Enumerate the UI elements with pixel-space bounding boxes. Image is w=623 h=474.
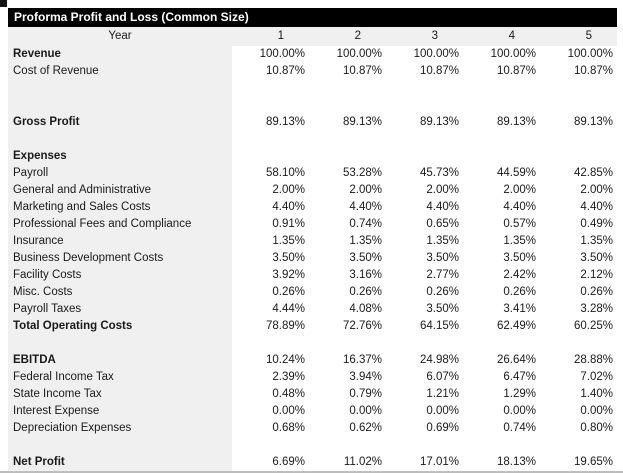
value-cell	[309, 148, 386, 165]
spacer-row	[8, 131, 617, 148]
value-cell: 1.21%	[426, 388, 459, 400]
value-cell	[540, 80, 617, 97]
table-row	[8, 267, 617, 284]
value-cell: 18.13%	[496, 456, 536, 468]
value-cell: 0.91%	[272, 218, 305, 230]
value-cell: 6.07%	[426, 371, 459, 383]
row-label: Facility Costs	[8, 267, 232, 284]
spacer-row	[8, 437, 617, 454]
table-row	[8, 369, 617, 386]
value-cell: 3.41%	[503, 303, 536, 315]
value-cell: 28.88%	[573, 354, 613, 366]
value-cell: 3.16%	[349, 269, 382, 281]
row-values	[232, 318, 617, 335]
table-row	[8, 165, 617, 182]
row-values	[232, 284, 617, 301]
value-cell	[463, 80, 540, 97]
value-cell: 26.64%	[496, 354, 536, 366]
row-values	[232, 267, 617, 284]
value-cell: 64.15%	[419, 320, 459, 332]
table-row	[8, 182, 617, 199]
row-label: Business Development Costs	[8, 250, 232, 267]
value-cell: 0.68%	[272, 422, 305, 434]
value-cell	[309, 335, 386, 352]
value-cell: 3.50%	[426, 303, 459, 315]
spacer-row	[8, 80, 617, 97]
value-cell: 0.00%	[580, 405, 613, 417]
value-cell: 0.26%	[503, 286, 536, 298]
value-cell: 100.00%	[490, 48, 536, 60]
value-cell: 24.98%	[419, 354, 459, 366]
row-values	[232, 80, 617, 97]
value-cell	[386, 437, 463, 454]
table-row	[8, 352, 617, 369]
value-cell	[540, 437, 617, 454]
value-cell	[309, 437, 386, 454]
value-cell	[232, 80, 309, 97]
row-values	[232, 46, 617, 63]
value-cell	[463, 97, 540, 114]
value-cell: 0.00%	[426, 405, 459, 417]
window-corner-mark	[0, 0, 7, 7]
row-label: Depreciation Expenses	[8, 420, 232, 437]
value-cell	[232, 131, 309, 148]
row-label: Net Profit	[8, 454, 232, 471]
value-cell: 2.00%	[503, 184, 536, 196]
value-cell: 100.00%	[413, 48, 459, 60]
statement-title: Proforma Profit and Loss (Common Size)	[8, 8, 617, 27]
table-row	[8, 148, 617, 165]
value-cell: 0.49%	[580, 218, 613, 230]
value-cell: 3.92%	[272, 269, 305, 281]
row-values	[232, 148, 617, 165]
row-values	[232, 369, 617, 386]
value-cell	[463, 148, 540, 165]
value-cell: 0.00%	[349, 405, 382, 417]
value-cell	[309, 131, 386, 148]
value-cell: 0.26%	[349, 286, 382, 298]
row-values	[232, 216, 617, 233]
row-label: Revenue	[8, 46, 232, 63]
row-values	[232, 352, 617, 369]
value-cell	[232, 97, 309, 114]
row-label: Gross Profit	[8, 114, 232, 131]
value-cell: 0.69%	[426, 422, 459, 434]
table-row	[8, 403, 617, 420]
value-cell: 53.28%	[342, 167, 382, 179]
row-label: Total Operating Costs	[8, 318, 232, 335]
year-column-header: 3	[431, 30, 438, 42]
table-row	[8, 318, 617, 335]
row-label: Interest Expense	[8, 403, 232, 420]
table-row	[8, 420, 617, 437]
value-cell: 44.59%	[496, 167, 536, 179]
row-label	[8, 335, 232, 352]
value-cell	[540, 335, 617, 352]
value-cell: 11.02%	[343, 456, 382, 468]
row-values	[232, 335, 617, 352]
value-cell: 58.10%	[265, 167, 305, 179]
row-label: Misc. Costs	[8, 284, 232, 301]
row-values	[232, 454, 617, 471]
value-cell: 100.00%	[336, 48, 382, 60]
value-cell: 0.26%	[580, 286, 613, 298]
value-cell: 6.69%	[272, 456, 305, 468]
year-column-header: 5	[585, 30, 592, 42]
row-values	[232, 437, 617, 454]
value-cell	[463, 131, 540, 148]
table-row	[8, 199, 617, 216]
value-cell: 17.01%	[419, 456, 459, 468]
value-cell: 89.13%	[419, 116, 459, 128]
value-cell: 78.89%	[265, 320, 305, 332]
row-values	[232, 165, 617, 182]
value-cell	[309, 97, 386, 114]
value-cell: 10.24%	[265, 354, 305, 366]
value-cell: 10.87%	[573, 65, 613, 77]
value-cell: 4.08%	[349, 303, 382, 315]
row-label: State Income Tax	[8, 386, 232, 403]
value-cell: 2.39%	[272, 371, 305, 383]
row-values	[232, 63, 617, 80]
row-label: Expenses	[8, 148, 232, 165]
value-cell: 2.77%	[426, 269, 459, 281]
value-cell: 60.25%	[573, 320, 613, 332]
value-cell: 0.26%	[272, 286, 305, 298]
value-cell: 3.50%	[580, 252, 613, 264]
value-cell: 0.00%	[503, 405, 536, 417]
value-cell: 1.35%	[503, 235, 536, 247]
value-cell	[540, 131, 617, 148]
value-cell: 4.44%	[272, 303, 305, 315]
value-cell: 0.62%	[349, 422, 382, 434]
value-cell: 3.50%	[503, 252, 536, 264]
row-values	[232, 131, 617, 148]
value-cell: 89.13%	[342, 116, 382, 128]
table-row	[8, 216, 617, 233]
table-row	[8, 301, 617, 318]
table-row	[8, 46, 617, 63]
value-cell: 4.40%	[580, 201, 613, 213]
value-cell: 89.13%	[265, 116, 305, 128]
value-cell	[386, 80, 463, 97]
row-label	[8, 131, 232, 148]
value-cell: 4.40%	[503, 201, 536, 213]
value-cell: 0.57%	[503, 218, 536, 230]
value-cell	[540, 97, 617, 114]
value-cell	[386, 97, 463, 114]
value-cell: 4.40%	[426, 201, 459, 213]
value-cell: 16.37%	[342, 354, 382, 366]
value-cell	[540, 148, 617, 165]
value-cell: 2.00%	[580, 184, 613, 196]
table-row	[8, 386, 617, 403]
value-cell: 3.50%	[426, 252, 459, 264]
table-row	[8, 233, 617, 250]
value-cell: 100.00%	[567, 48, 613, 60]
table-row	[8, 114, 617, 131]
value-cell	[463, 437, 540, 454]
value-cell: 10.87%	[419, 65, 459, 77]
row-values	[232, 97, 617, 114]
value-cell: 3.50%	[349, 252, 382, 264]
value-cell	[386, 335, 463, 352]
row-label: General and Administrative	[8, 182, 232, 199]
value-cell: 4.40%	[272, 201, 305, 213]
value-cell: 1.35%	[580, 235, 613, 247]
value-cell: 1.29%	[503, 388, 536, 400]
table-body	[8, 46, 617, 471]
value-cell: 1.35%	[349, 235, 382, 247]
value-cell: 1.35%	[426, 235, 459, 247]
row-label: Payroll	[8, 165, 232, 182]
value-cell: 0.00%	[272, 405, 305, 417]
value-cell: 3.50%	[272, 252, 305, 264]
row-values	[232, 250, 617, 267]
table-row	[8, 284, 617, 301]
value-cell	[386, 131, 463, 148]
row-values	[232, 114, 617, 131]
row-label	[8, 97, 232, 114]
value-cell: 89.13%	[496, 116, 536, 128]
value-cell	[232, 335, 309, 352]
value-cell: 42.85%	[573, 167, 613, 179]
row-values	[232, 182, 617, 199]
value-cell: 0.65%	[426, 218, 459, 230]
row-values	[232, 199, 617, 216]
value-cell: 1.40%	[580, 388, 613, 400]
year-column-header: 1	[277, 30, 284, 42]
row-label: Cost of Revenue	[8, 63, 232, 80]
value-cell: 7.02%	[580, 371, 613, 383]
row-label	[8, 437, 232, 454]
value-cell: 10.87%	[342, 65, 382, 77]
value-cell: 2.00%	[349, 184, 382, 196]
row-values	[232, 403, 617, 420]
spacer-row	[8, 335, 617, 352]
value-cell: 3.28%	[580, 303, 613, 315]
value-cell: 0.74%	[503, 422, 536, 434]
value-cell: 45.73%	[419, 167, 459, 179]
value-cell: 2.00%	[426, 184, 459, 196]
value-cell	[463, 335, 540, 352]
row-label: Federal Income Tax	[8, 369, 232, 386]
row-values	[232, 301, 617, 318]
value-cell: 1.35%	[272, 235, 305, 247]
value-cell: 2.00%	[272, 184, 305, 196]
value-cell: 10.87%	[496, 65, 536, 77]
value-cell	[309, 80, 386, 97]
statement-table	[8, 8, 617, 471]
value-cell: 62.49%	[496, 320, 536, 332]
value-cell: 4.40%	[349, 201, 382, 213]
value-cell: 0.79%	[349, 388, 382, 400]
value-cell: 72.76%	[342, 320, 382, 332]
bottom-divider	[0, 471, 623, 473]
value-cell	[232, 437, 309, 454]
value-cell: 6.47%	[503, 371, 536, 383]
value-cell: 0.26%	[426, 286, 459, 298]
value-cell	[386, 148, 463, 165]
value-cell: 19.65%	[573, 456, 613, 468]
row-values	[232, 420, 617, 437]
value-cell: 10.87%	[265, 65, 305, 77]
value-cell: 100.00%	[259, 48, 305, 60]
table-row	[8, 63, 617, 80]
row-label: Marketing and Sales Costs	[8, 199, 232, 216]
value-cell: 2.12%	[580, 269, 613, 281]
table-row	[8, 454, 617, 471]
value-cell	[232, 148, 309, 165]
value-cell: 89.13%	[573, 116, 613, 128]
year-header-label: Year	[108, 30, 132, 42]
value-cell: 3.94%	[349, 371, 382, 383]
year-column-header: 4	[508, 30, 515, 42]
row-label: EBITDA	[8, 352, 232, 369]
value-cell: 0.74%	[349, 218, 382, 230]
row-label	[8, 80, 232, 97]
row-label: Professional Fees and Compliance	[8, 216, 232, 233]
row-label: Payroll Taxes	[8, 301, 232, 318]
spacer-row	[8, 97, 617, 114]
table-row	[8, 250, 617, 267]
value-cell: 0.80%	[580, 422, 613, 434]
value-cell: 0.48%	[272, 388, 305, 400]
year-column-header: 2	[354, 30, 361, 42]
row-label: Insurance	[8, 233, 232, 250]
year-header-row	[8, 27, 617, 46]
row-values	[232, 233, 617, 250]
row-values	[232, 386, 617, 403]
value-cell: 2.42%	[503, 269, 536, 281]
